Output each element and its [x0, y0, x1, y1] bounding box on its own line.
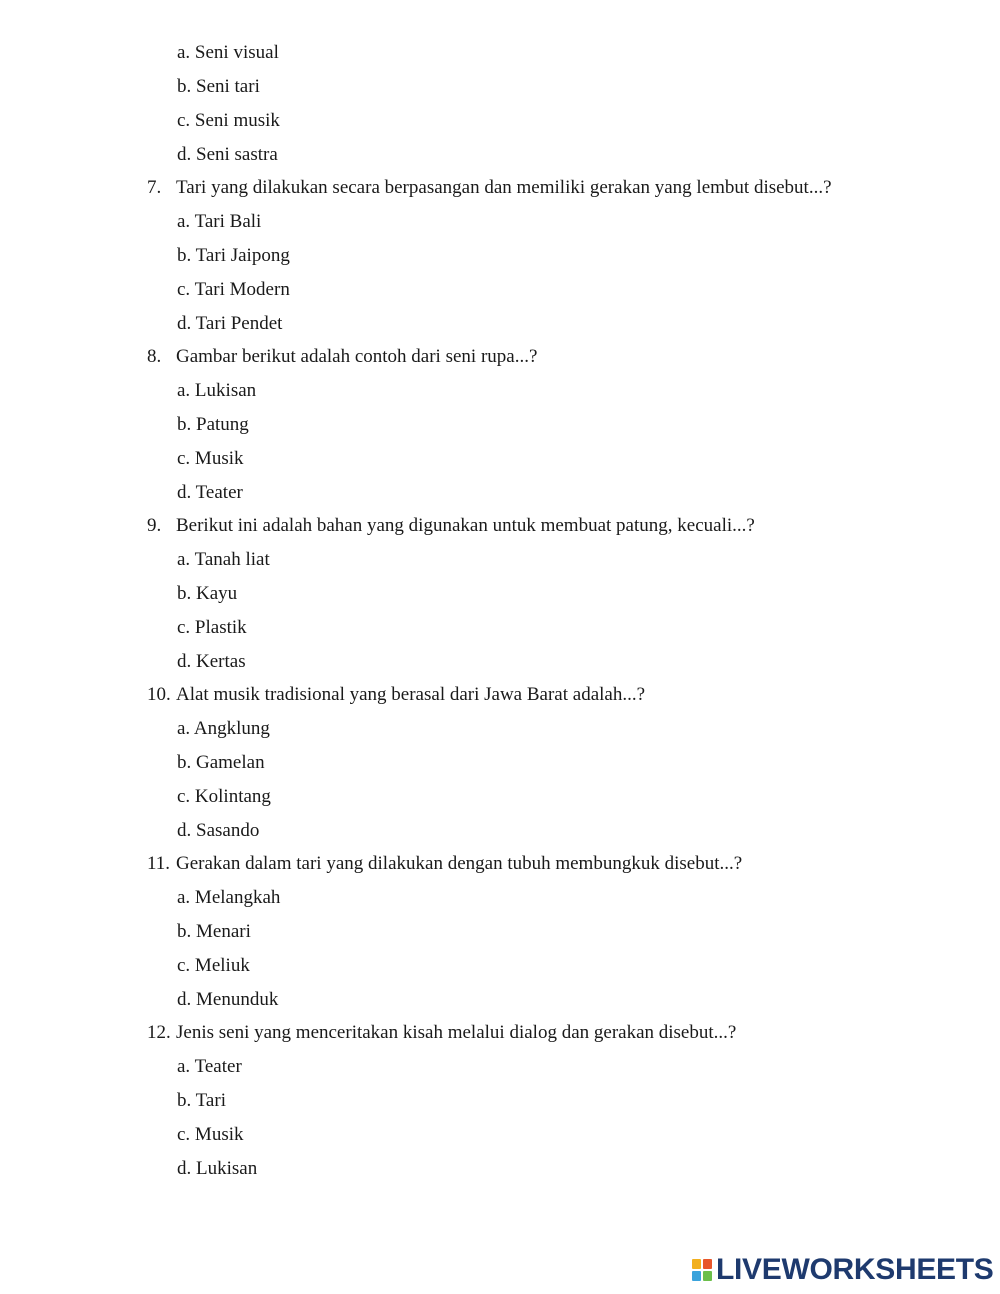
- option-d[interactable]: d. Sasando: [177, 820, 260, 841]
- option-b[interactable]: b. Kayu: [177, 583, 238, 604]
- option-b[interactable]: b. Tari Jaipong: [177, 245, 290, 266]
- logo-mark-icon: [692, 1259, 712, 1281]
- question-text: Gambar berikut adalah contoh dari seni rupa...?: [176, 346, 538, 367]
- option-a[interactable]: a. Seni visual: [177, 42, 279, 63]
- option-a[interactable]: a. Angklung: [177, 718, 270, 739]
- logo-text: LIVEWORKSHEETS: [716, 1253, 994, 1286]
- question-number: 12.: [147, 1022, 171, 1043]
- option-b[interactable]: b. Gamelan: [177, 752, 265, 773]
- option-c[interactable]: c. Musik: [177, 1124, 244, 1145]
- option-a[interactable]: a. Tari Bali: [177, 211, 262, 232]
- question-number: 7.: [147, 177, 162, 198]
- question-number: 10.: [147, 684, 171, 705]
- option-d[interactable]: d. Kertas: [177, 651, 246, 672]
- question-number: 8.: [147, 346, 162, 367]
- logo-mark-tile: [703, 1259, 712, 1269]
- option-c[interactable]: c. Seni musik: [177, 110, 280, 131]
- option-c[interactable]: c. Musik: [177, 448, 244, 469]
- question-text: Gerakan dalam tari yang dilakukan dengan tubuh membungkuk disebut...?: [176, 853, 743, 874]
- question-number: 9.: [147, 515, 162, 536]
- option-a[interactable]: a. Lukisan: [177, 380, 257, 401]
- liveworksheets-logo: [692, 1255, 994, 1285]
- option-d[interactable]: d. Teater: [177, 482, 243, 503]
- question-8: [0, 345, 1000, 369]
- option-d[interactable]: d. Menunduk: [177, 989, 279, 1010]
- question-7: [0, 176, 1000, 200]
- question-9: [0, 514, 1000, 538]
- option-a[interactable]: a. Teater: [177, 1056, 242, 1077]
- logo-mark-tile: [692, 1259, 701, 1269]
- question-10: [0, 683, 1000, 707]
- option-a[interactable]: a. Tanah liat: [177, 549, 270, 570]
- logo-mark-tile: [692, 1271, 701, 1281]
- logo-mark-tile: [703, 1271, 712, 1281]
- question-number: 11.: [147, 853, 171, 874]
- option-c[interactable]: c. Meliuk: [177, 955, 250, 976]
- option-d[interactable]: d. Seni sastra: [177, 144, 278, 165]
- option-a[interactable]: a. Melangkah: [177, 887, 281, 908]
- option-b[interactable]: b. Seni tari: [177, 76, 260, 97]
- question-text: Jenis seni yang menceritakan kisah melalui dialog dan gerakan disebut...?: [176, 1022, 737, 1043]
- option-c[interactable]: c. Plastik: [177, 617, 247, 638]
- option-d[interactable]: d. Tari Pendet: [177, 313, 283, 334]
- question-text: Alat musik tradisional yang berasal dari Jawa Barat adalah...?: [176, 684, 646, 705]
- question-text: Berikut ini adalah bahan yang digunakan untuk membuat patung, kecuali...?: [176, 515, 755, 536]
- option-b[interactable]: b. Patung: [177, 414, 249, 435]
- question-11: [0, 852, 1000, 876]
- option-b[interactable]: b. Menari: [177, 921, 251, 942]
- option-b[interactable]: b. Tari: [177, 1090, 226, 1111]
- question-text: Tari yang dilakukan secara berpasangan dan memiliki gerakan yang lembut disebut...?: [176, 177, 832, 198]
- option-d[interactable]: d. Lukisan: [177, 1158, 258, 1179]
- option-c[interactable]: c. Tari Modern: [177, 279, 290, 300]
- question-12: [0, 1021, 1000, 1045]
- option-c[interactable]: c. Kolintang: [177, 786, 271, 807]
